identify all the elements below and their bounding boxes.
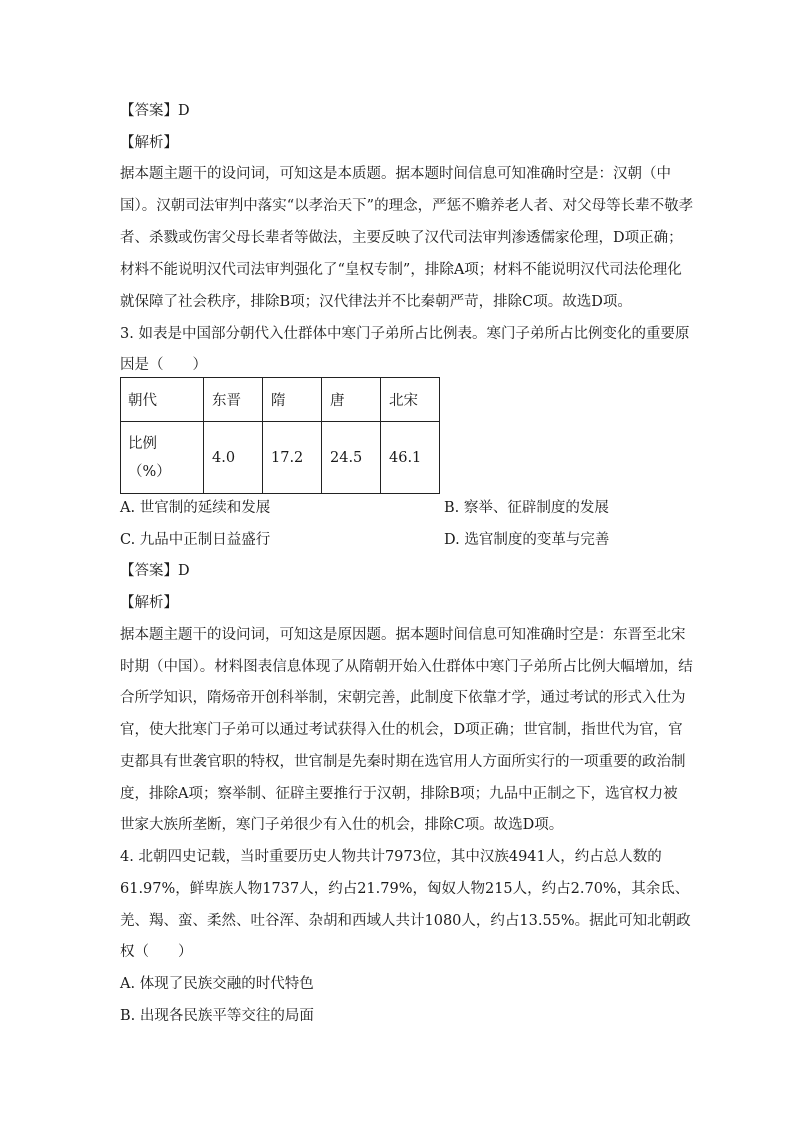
question-3-stem: 因是（ ） [120, 357, 207, 373]
analysis-text-q3: 合所学知识，隋炀帝开创科举制，宋朝完善，此制度下依靠才学，通过考试的形式入仕为 [120, 690, 686, 706]
table-header-cell: 朝代 [121, 378, 204, 422]
analysis-text-q3: 吏都具有世袭官职的特权，世官制是先秦时期在选官用人方面所实行的一项重要的政治制 [120, 754, 686, 770]
option-c-q3: C. 九品中正制日益盛行 [120, 532, 271, 548]
analysis-text-q2: 据本题主题干的设问词，可知这是本质题。据本题时间信息可知准确时空是：汉朝（中 [120, 166, 671, 182]
question-4-stem: 4. 北朝四史记载，当时重要历史人物共计7973位，其中汉族4941人，约占总人数的 [120, 849, 662, 865]
option-b-q3: B. 察举、征辟制度的发展 [444, 500, 609, 516]
answer-label-q2: 【答案】D [120, 103, 190, 119]
table-cell: 4.0 [204, 422, 263, 494]
table-header-cell: 北宋 [381, 378, 440, 422]
table-cell: 46.1 [381, 422, 440, 494]
ratio-label: 比例 [128, 435, 157, 452]
table-header-cell: 唐 [322, 378, 381, 422]
table-header-cell: 东晋 [204, 378, 263, 422]
dynasty-ratio-table [120, 377, 440, 494]
analysis-text-q3: 官，使大批寒门子弟可以通过考试获得入仕的机会，D项正确；世官制，指世代为官，官 [120, 722, 683, 738]
analysis-text-q3: 度，排除A项；察举制、征辟主要推行于汉朝，排除B项；九品中正制之下，选官权力被 [120, 786, 678, 802]
analysis-text-q2: 者、杀戮或伤害父母长辈者等做法，主要反映了汉代司法审判渗透儒家伦理，D项正确； [120, 230, 683, 246]
table-cell: 24.5 [322, 422, 381, 494]
option-b-q4: B. 出现各民族平等交往的局面 [120, 1008, 314, 1024]
analysis-label-q3: 【解析】 [120, 595, 178, 611]
table-row [121, 378, 440, 422]
answer-label-q3: 【答案】D [120, 563, 190, 579]
option-a-q4: A. 体现了民族交融的时代特色 [120, 976, 314, 992]
table-row-label [121, 422, 204, 494]
analysis-text-q3: 据本题主题干的设问词，可知这是原因题。据本题时间信息可知准确时空是：东晋至北宋 [120, 627, 686, 643]
question-4-stem: 羌、羯、蛮、柔然、吐谷浑、杂胡和西域人共计1080人，约占13.55%。据此可知北朝政 [120, 913, 691, 929]
question-4-stem: 61.97%，鲜卑族人物1737人，约占21.79%，匈奴人物215人，约占2.70%，其余氐、 [120, 881, 690, 897]
option-d-q3: D. 选官制度的变革与完善 [444, 532, 610, 548]
analysis-text-q2: 材料不能说明汉代司法审判强化了“皇权专制”，排除A项；材料不能说明汉代司法伦理化 [120, 262, 682, 278]
option-a-q3: A. 世官制的延续和发展 [120, 500, 271, 516]
analysis-text-q3: 世家大族所垄断，寒门子弟很少有入仕的机会，排除C项。故选D项。 [120, 817, 564, 833]
analysis-text-q2: 国）。汉朝司法审判中落实“以孝治天下”的理念，严惩不赡养老人者、对父母等长辈不敬孝 [120, 198, 694, 214]
ratio-unit: （%） [128, 463, 171, 480]
table-row [121, 422, 440, 494]
analysis-text-q3: 时期（中国）。材料图表信息体现了从隋朝开始入仕群体中寒门子弟所占比例大幅增加，结 [120, 659, 693, 675]
analysis-text-q2: 就保障了社会秩序，排除B项；汉代律法并不比秦朝严苛，排除C项。故选D项。 [120, 294, 632, 310]
table-cell: 17.2 [263, 422, 322, 494]
question-3-stem: 3. 如表是中国部分朝代入仕群体中寒门子弟所占比例表。寒门子弟所占比例变化的重要原 [120, 326, 690, 342]
question-4-stem: 权（ ） [120, 944, 193, 960]
analysis-label-q2: 【解析】 [120, 135, 178, 151]
table-header-cell: 隋 [263, 378, 322, 422]
